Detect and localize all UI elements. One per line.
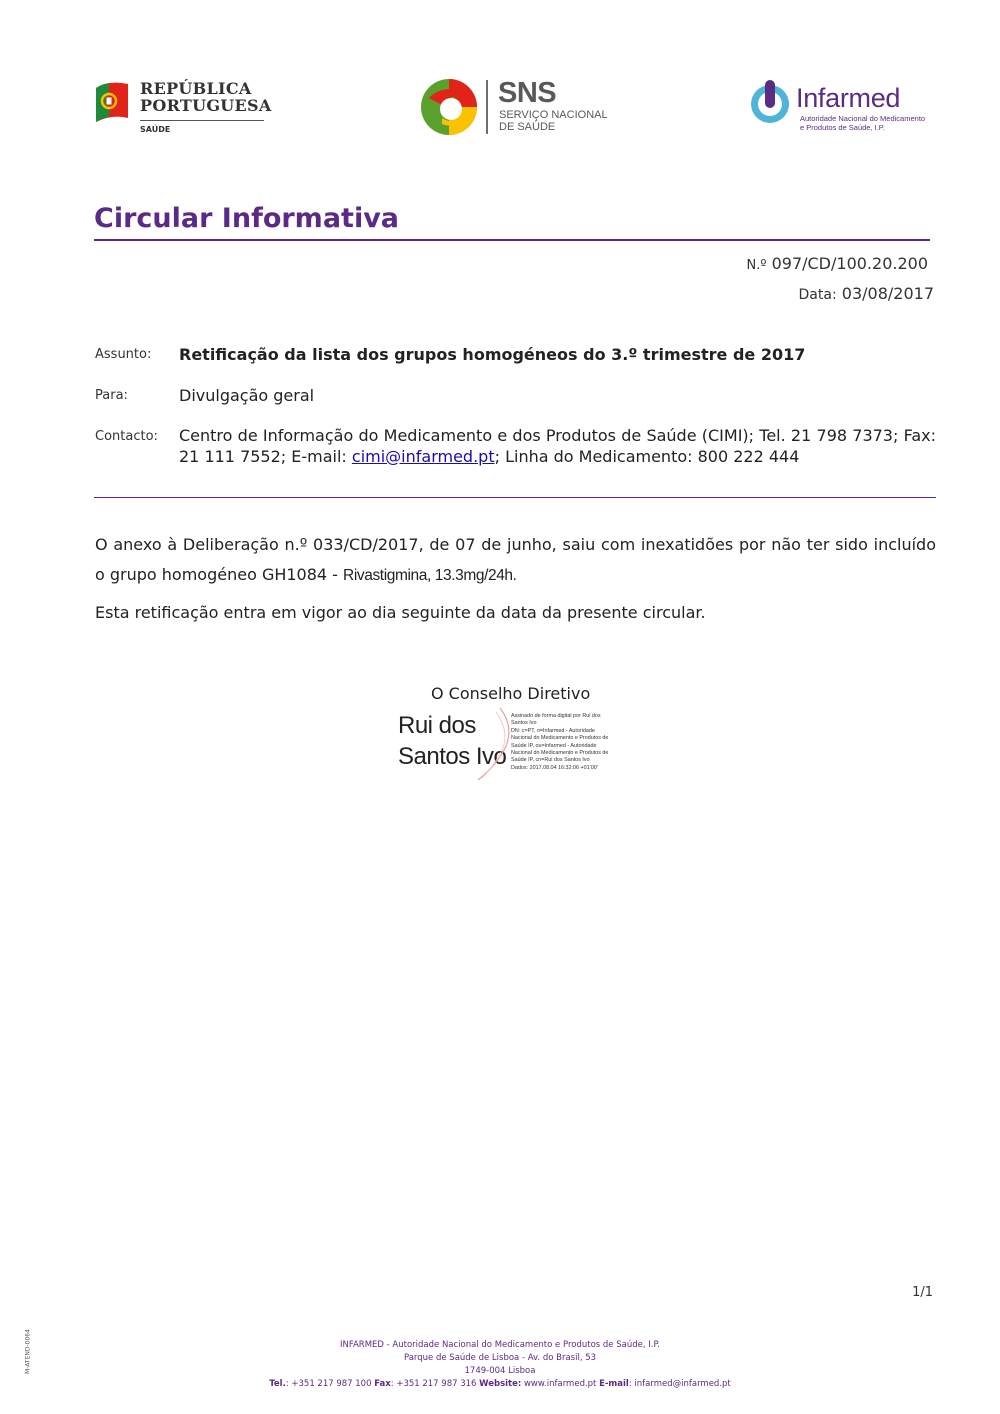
reference-date-label: Data:: [798, 287, 837, 303]
footer-postcode: 1749-004 Lisboa: [464, 1366, 536, 1376]
sns-full-name: SERVIÇO NACIONAL DE SAÚDE: [499, 109, 608, 133]
reference-number: [747, 254, 929, 273]
document-title: Circular Informativa: [94, 203, 400, 234]
infarmed-logo: [750, 80, 930, 140]
sns-symbol-icon: [420, 78, 478, 136]
portugal-flag-icon: [94, 80, 130, 122]
reference-number-value: 097/CD/100.20.200: [771, 254, 928, 273]
infarmed-tagline: Autoridade Nacional do Medicamento e Produtos de Saúde, I.P.: [800, 114, 926, 132]
signature-role: O Conselho Diretivo: [431, 684, 591, 703]
to-value: Divulgação geral: [179, 386, 315, 405]
contact-label: Contacto:: [95, 429, 158, 444]
reference-date-value: 03/08/2017: [841, 284, 934, 303]
sns-acronym: SNS: [498, 77, 557, 109]
footer-address: Parque de Saúde de Lisboa - Av. do Brasil, 53: [403, 1353, 597, 1363]
subject-value: Retificação da lista dos grupos homogéneos do 3.º trimestre de 2017: [179, 345, 806, 364]
republica-portuguesa-logo: [94, 78, 274, 138]
meta-divider: [94, 497, 936, 498]
republica-divider: [140, 120, 264, 121]
to-label: Para:: [95, 388, 128, 403]
republica-portuguesa-text: REPÚBLICA PORTUGUESA: [140, 79, 272, 115]
form-code: M-ATEND-0064: [24, 1329, 32, 1374]
digital-signature-details: Assinado de forma digital por Rui dos Santos Ivo DN: c=PT, o=Infarmed - Autoridade Nacional do Medicamento e Produtos de Saúde IP, ou=Infarmed - Autoridade Nacional do Medicamento e Produtos de Saúde IP, cn=Rui dos Santos Ivo Dados: 2017.08.04 16:32:06 +01'00': [511, 713, 609, 771]
body-paragraph-1: O anexo à Deliberação n.º 033/CD/2017, de 07 de junho, saiu com inexatidões por não ter sido incluído o grupo homogéneo GH1084 - Rivastigmina, 13.3mg/24h.: [95, 535, 936, 584]
body-paragraph-2: Esta retificação entra em vigor ao dia seguinte da data da presente circular.: [95, 603, 706, 622]
footer-org-name: INFARMED - Autoridade Nacional do Medicamento e Produtos de Saúde, I.P.: [340, 1340, 660, 1350]
infarmed-symbol-icon: [750, 80, 792, 124]
infarmed-wordmark: Infarmed: [796, 83, 901, 113]
contact-value: Centro de Informação do Medicamento e dos Produtos de Saúde (CIMI); Tel. 21 798 7373; Fax: 21 111 7552; E-mail: cimi@infarmed.pt; Linha do Medicamento: 800 222 444: [179, 426, 936, 466]
sns-divider: [486, 80, 488, 134]
reference-number-prefix: N.º: [746, 258, 767, 273]
title-divider: [94, 239, 930, 241]
sns-logo: [420, 78, 610, 140]
republica-saude-label: SAÚDE: [140, 125, 171, 134]
signature-name: Rui dos Santos Ivo: [398, 712, 507, 770]
reference-date: [799, 284, 934, 303]
contact-email-link[interactable]: cimi@infarmed.pt: [351, 446, 495, 466]
subject-label: Assunto:: [95, 347, 152, 362]
footer-contacts: Tel.: +351 217 987 100 Fax: +351 217 987 316 Website: www.infarmed.pt E-mail: infarmed@infarmed.pt: [269, 1379, 731, 1389]
page-number: 1/1: [912, 1285, 933, 1300]
